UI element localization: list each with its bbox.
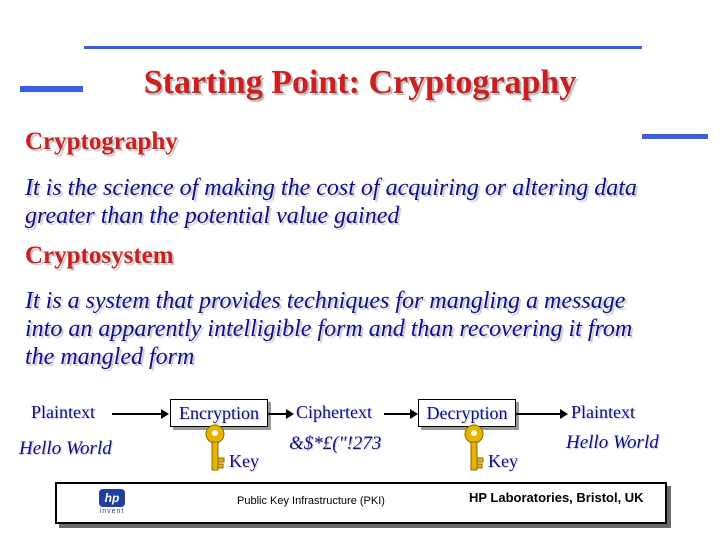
decryption-box: Decryption — [418, 399, 516, 427]
top-rule — [84, 46, 642, 49]
key-icon-right — [460, 424, 488, 474]
hp-logo-badge: hp — [99, 489, 125, 507]
encryption-box: Encryption — [170, 399, 268, 427]
ciphertext-value: &$*£("!273 — [289, 433, 382, 454]
right-accent-bar — [642, 134, 708, 139]
cryptography-definition: It is the science of making the cost of acquiring or altering data greater than the potential value gained — [25, 175, 637, 229]
cryptosystem-heading: Cryptosystem — [25, 242, 174, 269]
key-left-label: Key — [229, 451, 259, 471]
cryptosystem-definition: It is a system that provides techniques for mangling a message into an apparently intelligible form and than recovering it from the mangled form — [25, 288, 633, 370]
slide-title: Starting Point: Cryptography — [143, 64, 577, 101]
plaintext-right-label: Plaintext — [571, 402, 635, 422]
plaintext-left-label: Plaintext — [31, 402, 95, 422]
arrow-plaintext-to-encryption — [112, 413, 167, 415]
footer-center-text: Public Key Infrastructure (PKI) — [237, 495, 385, 507]
footer-bar — [55, 482, 667, 524]
footer-right-text: HP Laboratories, Bristol, UK — [469, 490, 644, 505]
ciphertext-label: Ciphertext — [296, 402, 372, 422]
key-right-label: Key — [488, 451, 518, 471]
cryptography-heading: Cryptography — [25, 128, 178, 155]
arrow-ciphertext-to-decryption — [384, 413, 416, 415]
arrow-decryption-to-plaintext — [516, 413, 566, 415]
key-icon-left — [201, 424, 229, 474]
arrow-encryption-to-ciphertext — [268, 413, 292, 415]
hp-logo — [95, 489, 129, 517]
hp-logo-subtext: invent — [99, 508, 125, 515]
hello-world-left: Hello World — [19, 438, 112, 459]
hello-world-right: Hello World — [566, 432, 659, 453]
